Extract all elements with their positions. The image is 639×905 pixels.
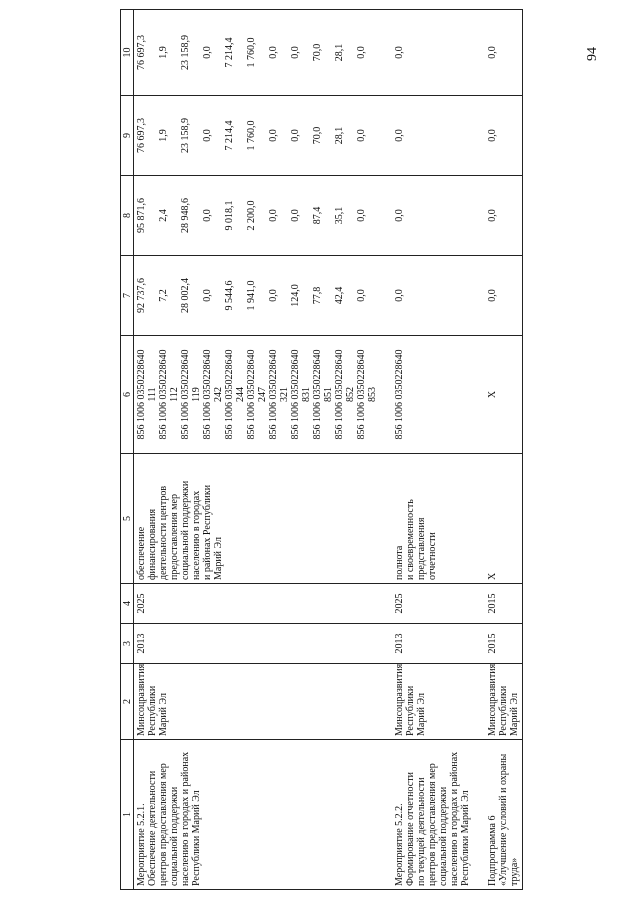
amount-value: 76 697,3 [136,35,147,70]
budget-code-suffix: 244 [235,387,246,402]
cell-line: Республики Марий Эл [191,790,202,886]
table-body [134,10,523,890]
cell-col-5 [380,454,473,584]
budget-code-suffix: 111 [147,387,158,402]
budget-code: 856 1006 0350228640 [268,349,279,440]
cell-line: Марий Эл [213,537,224,580]
amount-value: 0,0 [356,46,367,59]
amount-value: 76 697,3 [136,118,147,153]
cell-line: Минсоцразвития [487,663,498,736]
cell-line: Марий Эл [158,693,169,736]
cell-value: 2013 [394,633,405,654]
cell-value: 2015 [487,633,498,654]
amount-value: 7 214,4 [224,120,235,151]
budget-code-suffix: 119 [191,387,202,402]
cell-line: населению в городах [191,490,202,580]
budget-table [120,9,523,890]
amount-value: 9 018,1 [224,200,235,231]
cell-line: социальной поддержки [169,786,180,886]
budget-code: 856 1006 0350228640 [180,349,191,440]
cell-col-10 [473,10,523,96]
cell-line: Минсоцразвития [136,663,147,736]
budget-code: 856 1006 0350228640 [246,349,257,440]
cell-col-5 [473,454,523,584]
header-row [121,10,134,890]
cell-line: социальной поддержки [438,786,449,886]
budget-code-suffix: 242 [213,387,224,402]
amount-value: 0,0 [202,129,213,142]
cell-line: «Улучшение условий и охраны [498,753,509,886]
cell-line: Х [487,572,498,580]
amount-value: 1 760,0 [246,37,257,68]
cell-line: социальной поддержки [180,480,191,580]
header-cell: 9 [121,96,134,176]
cell-line: центров предоставления мер [158,763,169,886]
cell-col-3 [473,624,523,664]
budget-code: 856 1006 0350228640 [136,349,147,440]
amount-value: 2,4 [158,209,169,222]
cell-col-7 [380,256,473,336]
cell-col-8 [380,176,473,256]
amount-value: 1,9 [158,46,169,59]
amount-value: 0,0 [487,46,498,59]
cell-col-8 [134,176,381,256]
amount-value: 0,0 [268,46,279,59]
amount-value: 1 760,0 [246,120,257,151]
cell-col-5 [134,454,381,584]
amount-value: 23 158,9 [180,35,191,70]
cell-line: предоставления мер [169,494,180,580]
amount-value: 0,0 [290,129,301,142]
budget-code: Х [487,390,498,399]
table-row [380,10,473,890]
amount-value: 0,0 [394,46,405,59]
amount-value: 7 214,4 [224,37,235,68]
cell-col-6 [134,336,381,454]
amount-value: 28,1 [334,126,345,145]
amount-value: 0,0 [290,46,301,59]
amount-value: 28 948,6 [180,198,191,233]
amount-value: 92 737,6 [136,278,147,313]
cell-col-4 [134,584,381,624]
amount-value: 0,0 [356,209,367,222]
cell-col-9 [473,96,523,176]
cell-line: населению в городах и районах [449,751,460,886]
cell-col-7 [134,256,381,336]
amount-value: 87,4 [312,206,323,225]
cell-col-10 [380,10,473,96]
budget-code: 856 1006 0350228640 [158,349,169,440]
budget-code: 856 1006 0350228640 [334,349,345,440]
amount-value: 0,0 [268,289,279,302]
amount-value: 124,0 [290,284,301,307]
cell-value: 2025 [394,593,405,614]
cell-line: отчетности [427,532,438,580]
amount-value: 42,4 [334,286,345,305]
cell-line: Республики Марий Эл [460,790,471,886]
amount-value: 1,9 [158,129,169,142]
amount-value: 0,0 [202,46,213,59]
budget-code: 856 1006 0350228640 [312,349,323,440]
budget-code-suffix [405,339,416,450]
amount-value: 0,0 [290,209,301,222]
budget-code: 856 1006 0350228640 [202,349,213,440]
amount-value: 0,0 [356,129,367,142]
cell-line: Мероприятие 5.2.1. [136,803,147,886]
amount-value: 0,0 [356,289,367,302]
amount-value: 95 871,6 [136,198,147,233]
amount-value: 0,0 [487,289,498,302]
amount-value: 0,0 [202,209,213,222]
cell-line: Минсоцразвития [394,663,405,736]
budget-code-suffix: 853 [367,387,378,402]
amount-value: 23 158,9 [180,118,191,153]
cell-col-9 [134,96,381,176]
cell-line: Марий Эл [509,693,520,736]
cell-line: финансирования [147,508,158,580]
header-cell: 8 [121,176,134,256]
cell-col-6 [380,336,473,454]
cell-line: Обеспечение деятельности [147,770,158,886]
cell-value: 2025 [136,593,147,614]
cell-line: Республики [498,685,509,736]
cell-line: Мероприятие 5.2.2. [394,803,405,886]
amount-value: 2 200,0 [246,200,257,231]
amount-value: 0,0 [394,209,405,222]
amount-value: 28,1 [334,43,345,62]
cell-line: Республики [405,685,416,736]
amount-value: 9 544,6 [224,280,235,311]
header-cell: 1 [121,740,134,890]
page-number: 94 [585,47,600,61]
budget-code: 856 1006 0350228640 [394,349,405,440]
budget-code-suffix [498,339,509,450]
amount-value: 0,0 [268,129,279,142]
cell-line: обеспечение [136,526,147,580]
cell-col-2 [380,664,473,740]
budget-code-suffix: 112 [169,387,180,402]
amount-value: 0,0 [268,209,279,222]
cell-col-6 [473,336,523,454]
cell-line: труда» [509,857,520,886]
header-cell: 6 [121,336,134,454]
budget-code: 856 1006 0350228640 [224,349,235,440]
cell-col-2 [134,664,381,740]
budget-code-suffix: 247 [257,387,268,402]
cell-col-7 [473,256,523,336]
cell-line: и районах Республики [202,484,213,580]
cell-col-2 [473,664,523,740]
budget-code-suffix: 852 [345,387,356,402]
cell-col-3 [134,624,381,664]
amount-value: 70,0 [312,126,323,145]
cell-line: Республики [147,685,158,736]
table-row [134,10,381,890]
amount-value: 35,1 [334,206,345,225]
cell-line: центров предоставления мер [427,763,438,886]
cell-col-4 [380,584,473,624]
header-cell: 4 [121,584,134,624]
amount-value: 70,0 [312,43,323,62]
header-cell: 7 [121,256,134,336]
amount-value: 0,0 [202,289,213,302]
budget-code: 856 1006 0350228640 [290,349,301,440]
cell-line: полнота [394,545,405,580]
cell-line: деятельности центров [158,485,169,580]
cell-line: и своевременность [405,499,416,580]
budget-code-suffix: 851 [323,387,334,402]
cell-col-4 [473,584,523,624]
amount-value: 28 002,4 [180,278,191,313]
cell-line: Формирование отчетности [405,772,416,886]
header-cell: 3 [121,624,134,664]
cell-col-9 [380,96,473,176]
cell-col-1 [134,740,381,890]
cell-line: представления [416,517,427,580]
cell-col-10 [134,10,381,96]
cell-line: Подпрограмма 6 [487,815,498,886]
cell-col-8 [473,176,523,256]
cell-line: по текущей деятельности [416,777,427,886]
header-cell: 5 [121,454,134,584]
cell-col-1 [380,740,473,890]
amount-value: 0,0 [394,289,405,302]
header-cell: 2 [121,664,134,740]
budget-code: 856 1006 0350228640 [356,349,367,440]
amount-value: 0,0 [394,129,405,142]
amount-value: 77,8 [312,286,323,305]
header-cell: 10 [121,10,134,96]
cell-col-1 [473,740,523,890]
table-row [473,10,523,890]
amount-value: 0,0 [487,129,498,142]
cell-line: Марий Эл [416,693,427,736]
cell-value: 2013 [136,633,147,654]
amount-value: 7,2 [158,289,169,302]
cell-line: населению в городах и районах [180,751,191,886]
budget-code-suffix: 321 [279,387,290,402]
cell-value: 2015 [487,593,498,614]
cell-col-3 [380,624,473,664]
amount-value: 0,0 [487,209,498,222]
rotated-table-wrapper [120,10,620,890]
amount-value: 1 941,0 [246,280,257,311]
budget-code-suffix: 831 [301,387,312,402]
